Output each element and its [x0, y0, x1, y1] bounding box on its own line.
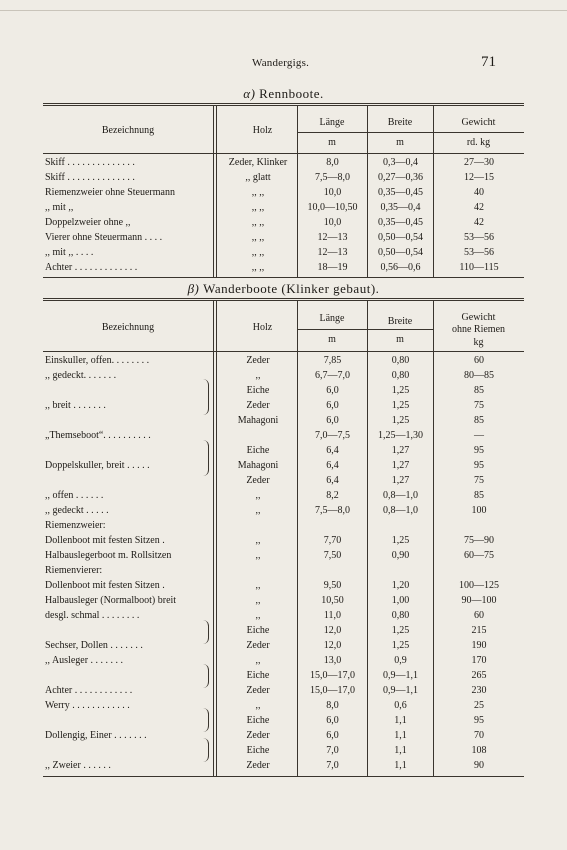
row-holz: Zeder	[246, 475, 270, 486]
row-breite: 0,9—1,1	[383, 670, 418, 681]
row-holz: ,, ,,	[251, 202, 265, 213]
row-laenge: 13,0	[323, 655, 342, 666]
row-laenge: 15,0—17,0	[310, 685, 355, 696]
table-bottom-rule	[43, 776, 524, 777]
row-laenge: 7,0—7,5	[315, 430, 350, 441]
row-laenge: 6,0	[326, 385, 339, 396]
row-breite: 0,80	[391, 355, 410, 366]
row-holz: ,, ,,	[251, 232, 265, 243]
header-laenge: Länge	[319, 313, 345, 324]
row-laenge: 8,2	[326, 490, 339, 501]
section-a-text: Rennboote.	[259, 86, 324, 101]
row-breite: 0,6	[394, 700, 407, 711]
header-laenge: Länge	[319, 117, 345, 128]
row-holz: Zeder	[246, 685, 270, 696]
row-laenge: 6,4	[326, 445, 339, 456]
row-holz: ,, ,,	[251, 262, 265, 273]
table-row	[43, 610, 524, 622]
row-bezeichnung: Dollengig, Einer . . . . . . .	[45, 730, 147, 741]
table-row	[43, 157, 524, 169]
row-holz: ,, ,,	[251, 247, 265, 258]
table-row	[43, 490, 524, 502]
row-bezeichnung: ,, Ausleger . . . . . . .	[45, 655, 124, 666]
row-laenge: 10,0—10,50	[307, 202, 358, 213]
row-bezeichnung: „Themseboot“. . . . . . . . . .	[45, 430, 151, 441]
row-holz: Eiche	[246, 445, 270, 456]
section-b-title	[0, 281, 567, 297]
row-laenge: 6,4	[326, 460, 339, 471]
row-laenge: 7,5—8,0	[315, 172, 350, 183]
row-gewicht: 100—125	[459, 580, 499, 591]
row-gewicht: 100	[471, 505, 487, 516]
row-laenge: 18—19	[317, 262, 348, 273]
row-gewicht: 75—90	[464, 535, 494, 546]
row-holz: ,,	[255, 490, 261, 501]
table-row	[43, 430, 524, 442]
table-row	[43, 247, 524, 259]
header-gewicht: Gewicht	[461, 312, 496, 323]
row-gewicht: 265	[471, 670, 487, 681]
row-laenge: 7,50	[323, 550, 342, 561]
row-gewicht: 60	[474, 355, 484, 366]
row-bezeichnung: Doppelskuller, breit . . . . .	[45, 460, 150, 471]
row-breite: 1,25	[391, 640, 410, 651]
row-gewicht: 80—85	[464, 370, 494, 381]
row-bezeichnung: Skiff . . . . . . . . . . . . . .	[45, 157, 135, 168]
header-gewicht: Gewicht	[461, 117, 496, 128]
row-bezeichnung: ,, mit ,, . . . .	[45, 247, 94, 258]
row-breite: 0,35—0,45	[378, 217, 423, 228]
row-holz: ,,	[255, 595, 261, 606]
row-breite: 0,35—0,4	[380, 202, 421, 213]
row-laenge: 10,0	[323, 187, 342, 198]
table-row	[43, 730, 524, 742]
row-bezeichnung: Riemenzweier:	[45, 520, 106, 531]
row-laenge: 8,0	[326, 157, 339, 168]
row-laenge: 12—13	[317, 247, 348, 258]
row-holz: ,, glatt	[245, 172, 271, 183]
table-row	[43, 685, 524, 697]
row-breite: 0,80	[391, 610, 410, 621]
header-holz: Holz	[252, 322, 273, 333]
header-breite: Breite	[387, 316, 413, 327]
row-holz: ,, ,,	[251, 217, 265, 228]
row-breite: 1,1	[394, 760, 407, 771]
row-bezeichnung: Dollenboot mit festen Sitzen .	[45, 580, 165, 591]
row-holz: Eiche	[246, 625, 270, 636]
row-laenge: 7,5—8,0	[315, 505, 350, 516]
row-bezeichnung: Sechser, Dollen . . . . . . .	[45, 640, 143, 651]
row-breite: 1,25	[391, 625, 410, 636]
table-row	[43, 700, 524, 712]
table-row	[43, 580, 524, 592]
row-laenge: 6,0	[326, 400, 339, 411]
row-bezeichnung: ,, mit ,,	[45, 202, 74, 213]
wanderboote-table	[43, 298, 524, 777]
table-row	[43, 655, 524, 667]
table-bottom-rule	[43, 277, 524, 278]
row-laenge: 10,50	[321, 595, 344, 606]
row-gewicht: 170	[471, 655, 487, 666]
row-holz: Zeder	[246, 760, 270, 771]
row-bezeichnung: ,, breit . . . . . . .	[45, 400, 106, 411]
row-laenge: 15,0—17,0	[310, 670, 355, 681]
row-holz: Eiche	[246, 670, 270, 681]
row-breite: 1,25	[391, 415, 410, 426]
row-breite: 0,35—0,45	[378, 187, 423, 198]
row-laenge: 7,85	[323, 355, 342, 366]
table-row	[43, 475, 524, 487]
row-laenge: 6,0	[326, 715, 339, 726]
row-gewicht: 42	[474, 202, 484, 213]
row-gewicht: 53—56	[464, 232, 494, 243]
row-bezeichnung: desgl. schmal . . . . . . . .	[45, 610, 140, 621]
row-breite: 0,56—0,6	[380, 262, 421, 273]
row-gewicht: 108	[471, 745, 487, 756]
table-row	[43, 262, 524, 274]
row-laenge: 6,7—7,0	[315, 370, 350, 381]
row-holz: Zeder, Klinker	[228, 157, 288, 168]
row-breite: 0,50—0,54	[378, 232, 423, 243]
section-b-label: β)	[187, 281, 200, 296]
row-breite: 1,20	[391, 580, 410, 591]
header-gewicht-qualifier: ohne Riemen	[451, 324, 506, 335]
table-row	[43, 355, 524, 367]
row-breite: 1,25—1,30	[378, 430, 423, 441]
table-row	[43, 745, 524, 757]
row-gewicht: 42	[474, 217, 484, 228]
row-laenge: 12,0	[323, 640, 342, 651]
row-breite: 1,27	[391, 460, 410, 471]
section-a-label: α)	[243, 86, 256, 101]
header-gewicht-unit: rd. kg	[466, 137, 491, 148]
row-holz: ,,	[255, 370, 261, 381]
row-breite: 0,90	[391, 550, 410, 561]
row-breite: 1,1	[394, 745, 407, 756]
header-bezeichnung: Bezeichnung	[101, 322, 155, 333]
table-row	[43, 520, 524, 532]
row-holz: Mahagoni	[237, 460, 279, 471]
grouping-brace	[203, 708, 209, 732]
section-a-title	[0, 86, 567, 102]
row-gewicht: 95	[474, 445, 484, 456]
table-row	[43, 565, 524, 577]
row-gewicht: 60	[474, 610, 484, 621]
row-breite: 0,9—1,1	[383, 685, 418, 696]
row-breite: 1,1	[394, 730, 407, 741]
row-holz: ,,	[255, 505, 261, 516]
row-bezeichnung: Doppelzweier ohne ,,	[45, 217, 131, 228]
row-bezeichnung: Riemenvierer:	[45, 565, 103, 576]
row-bezeichnung: Halbausleger (Normalboot) breit	[45, 595, 177, 606]
row-laenge: 9,50	[323, 580, 342, 591]
row-breite: 1,25	[391, 385, 410, 396]
row-holz: Zeder	[246, 730, 270, 741]
row-breite: 1,25	[391, 535, 410, 546]
table-row	[43, 370, 524, 382]
row-gewicht: 75	[474, 475, 484, 486]
row-holz: ,,	[255, 580, 261, 591]
table-row	[43, 715, 524, 727]
header-gewicht-unit: kg	[473, 337, 484, 348]
row-gewicht: 75	[474, 400, 484, 411]
row-breite: 0,9	[394, 655, 407, 666]
table-row	[43, 550, 524, 562]
row-bezeichnung: Vierer ohne Steuermann . . . .	[45, 232, 163, 243]
row-holz: ,, ,,	[251, 187, 265, 198]
row-breite: 1,00	[391, 595, 410, 606]
row-laenge: 12—13	[317, 232, 348, 243]
row-gewicht: 85	[474, 490, 484, 501]
row-breite: 1,27	[391, 475, 410, 486]
row-gewicht: 230	[471, 685, 487, 696]
row-gewicht: —	[474, 430, 484, 441]
row-bezeichnung: Skiff . . . . . . . . . . . . . .	[45, 172, 135, 183]
row-bezeichnung: Einskuller, offen. . . . . . . .	[45, 355, 150, 366]
row-holz: Zeder	[246, 640, 270, 651]
row-gewicht: 95	[474, 460, 484, 471]
table-row	[43, 640, 524, 652]
row-holz: Zeder	[246, 355, 270, 366]
running-title: Wandergigs.	[252, 57, 310, 69]
table-row	[43, 415, 524, 427]
row-laenge: 8,0	[326, 700, 339, 711]
page-number: 71	[481, 54, 496, 70]
table-row	[43, 595, 524, 607]
header-holz: Holz	[252, 125, 273, 136]
grouping-brace	[203, 738, 209, 762]
header-breite-unit: m	[396, 137, 404, 148]
row-holz: Eiche	[246, 385, 270, 396]
row-bezeichnung: Achter . . . . . . . . . . . . .	[45, 262, 138, 273]
header-bezeichnung: Bezeichnung	[101, 125, 155, 136]
table-row	[43, 670, 524, 682]
row-bezeichnung: ,, gedeckt. . . . . . .	[45, 370, 117, 381]
row-breite: 1,1	[394, 715, 407, 726]
row-holz: ,,	[255, 550, 261, 561]
row-holz: Zeder	[246, 400, 270, 411]
row-breite: 0,8—1,0	[383, 490, 418, 501]
row-gewicht: 110—115	[459, 262, 499, 273]
row-holz: ,,	[255, 535, 261, 546]
row-gewicht: 215	[471, 625, 487, 636]
table-row	[43, 760, 524, 772]
row-holz: Mahagoni	[237, 415, 279, 426]
row-breite: 1,25	[391, 400, 410, 411]
row-breite: 0,27—0,36	[378, 172, 423, 183]
row-bezeichnung: ,, offen . . . . . .	[45, 490, 104, 501]
row-laenge: 6,4	[326, 475, 339, 486]
row-gewicht: 53—56	[464, 247, 494, 258]
row-holz: Eiche	[246, 745, 270, 756]
row-laenge: 7,0	[326, 760, 339, 771]
row-laenge: 6,0	[326, 730, 339, 741]
row-breite: 1,27	[391, 445, 410, 456]
table-row	[43, 445, 524, 457]
row-bezeichnung: Werry . . . . . . . . . . . .	[45, 700, 130, 711]
row-gewicht: 25	[474, 700, 484, 711]
header-unit-rule	[297, 329, 433, 330]
row-bezeichnung: Achter . . . . . . . . . . . .	[45, 685, 133, 696]
grouping-brace	[203, 379, 209, 415]
row-laenge: 7,0	[326, 745, 339, 756]
row-laenge: 12,0	[323, 625, 342, 636]
grouping-brace	[203, 440, 209, 476]
page-edge-line	[0, 10, 567, 11]
grouping-brace	[203, 620, 209, 644]
grouping-brace	[203, 664, 209, 688]
row-laenge: 7,70	[323, 535, 342, 546]
row-gewicht: 85	[474, 385, 484, 396]
row-gewicht: 60—75	[464, 550, 494, 561]
row-gewicht: 95	[474, 715, 484, 726]
table-row	[43, 232, 524, 244]
rennboote-table	[43, 103, 524, 278]
row-gewicht: 85	[474, 415, 484, 426]
table-row	[43, 460, 524, 472]
row-bezeichnung: Halbauslegerboot m. Rollsitzen	[45, 550, 172, 561]
section-b-text: Wanderboote (Klinker gebaut).	[203, 281, 380, 296]
row-holz: ,,	[255, 700, 261, 711]
row-gewicht: 27—30	[464, 157, 494, 168]
row-gewicht: 12—15	[464, 172, 494, 183]
row-laenge: 6,0	[326, 415, 339, 426]
table-row	[43, 535, 524, 547]
row-bezeichnung: ,, gedeckt . . . . .	[45, 505, 109, 516]
row-laenge: 10,0	[323, 217, 342, 228]
table-row	[43, 385, 524, 397]
table-row	[43, 202, 524, 214]
row-bezeichnung: ,, Zweier . . . . . .	[45, 760, 111, 771]
wanderboote-table-header	[43, 301, 524, 352]
row-bezeichnung: Riemenzweier ohne Steuermann	[45, 187, 175, 198]
row-gewicht: 40	[474, 187, 484, 198]
row-holz: ,,	[255, 610, 261, 621]
row-breite: 0,8—1,0	[383, 505, 418, 516]
row-gewicht: 90	[474, 760, 484, 771]
table-row	[43, 400, 524, 412]
table-row	[43, 187, 524, 199]
row-breite: 0,50—0,54	[378, 247, 423, 258]
rennboote-table-header	[43, 106, 524, 154]
table-row	[43, 217, 524, 229]
table-row	[43, 625, 524, 637]
table-row	[43, 172, 524, 184]
row-gewicht: 90—100	[461, 595, 497, 606]
row-breite: 0,80	[391, 370, 410, 381]
row-breite: 0,3—0,4	[383, 157, 418, 168]
row-gewicht: 70	[474, 730, 484, 741]
table-row	[43, 505, 524, 517]
row-holz: ,,	[255, 655, 261, 666]
row-laenge: 11,0	[323, 610, 342, 621]
row-bezeichnung: Dollenboot mit festen Sitzen .	[45, 535, 165, 546]
header-breite: Breite	[387, 117, 413, 128]
header-breite-unit: m	[396, 334, 404, 345]
row-gewicht: 190	[471, 640, 487, 651]
header-laenge-unit: m	[328, 334, 336, 345]
row-holz: Eiche	[246, 715, 270, 726]
header-unit-rule	[297, 132, 524, 133]
header-laenge-unit: m	[328, 137, 336, 148]
